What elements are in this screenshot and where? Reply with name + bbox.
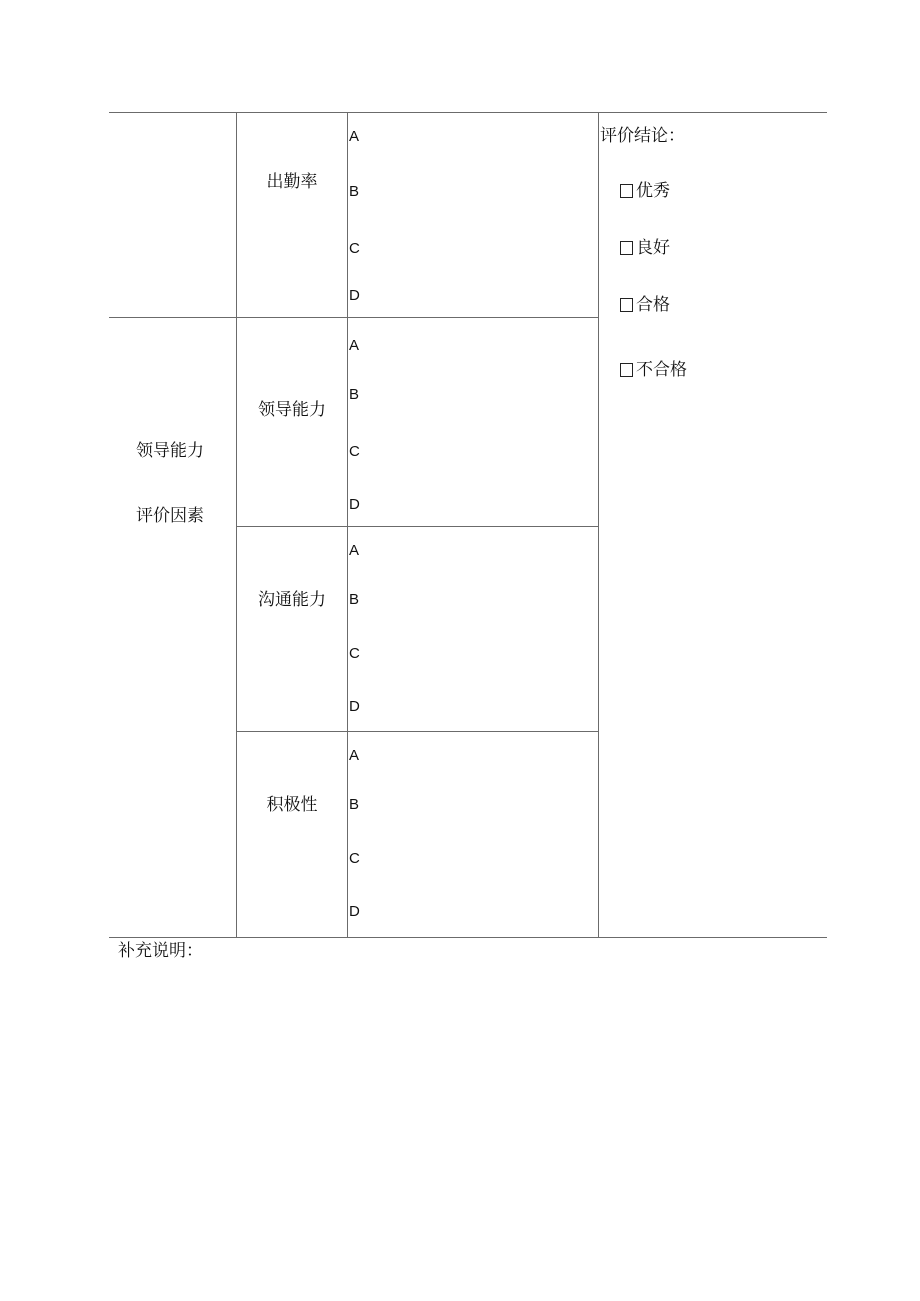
row-divider-1-right [237, 317, 598, 318]
conclusion-choice-good[interactable] [620, 238, 670, 258]
column-divider-3 [598, 112, 599, 937]
option-label: A [349, 128, 360, 145]
checkbox-icon[interactable] [620, 363, 633, 377]
choice-label: 优秀 [636, 181, 670, 201]
choice-label: 良好 [636, 238, 670, 258]
checkbox-icon[interactable] [620, 184, 633, 198]
option-label: A [349, 542, 360, 559]
category-label-line1: 领导能力 [136, 441, 204, 461]
table-top-border [109, 112, 827, 113]
category-label-line2: 评价因素 [136, 506, 204, 526]
checkbox-icon[interactable] [620, 298, 633, 312]
option-label: C [349, 645, 360, 662]
option-label: C [349, 443, 360, 460]
choice-label: 合格 [636, 295, 670, 315]
option-label: B [349, 183, 360, 200]
option-label: D [349, 903, 360, 920]
conclusion-choice-excellent[interactable] [620, 181, 670, 201]
row-divider-2 [237, 526, 598, 527]
row-divider-3 [237, 731, 598, 732]
option-label: D [349, 287, 360, 304]
option-label: C [349, 240, 360, 257]
checkbox-icon[interactable] [620, 241, 633, 255]
option-label: A [349, 337, 360, 354]
column-divider-2 [347, 112, 348, 937]
option-label: B [349, 796, 360, 813]
option-label: B [349, 386, 360, 403]
option-label: D [349, 496, 360, 513]
choice-label: 不合格 [636, 360, 687, 380]
option-label: A [349, 747, 360, 764]
conclusion-choice-pass[interactable] [620, 295, 670, 315]
factor-name-leadership: 领导能力 [258, 400, 326, 420]
conclusion-title: 评价结论： [600, 126, 685, 146]
conclusion-choice-fail[interactable] [620, 360, 687, 380]
factor-name-communication: 沟通能力 [258, 590, 326, 610]
factor-name-attendance: 出勤率 [266, 172, 318, 192]
option-label: C [349, 850, 360, 867]
option-label: D [349, 698, 360, 715]
table-bottom-border [109, 937, 827, 938]
factor-name-initiative: 积极性 [266, 795, 318, 815]
supplementary-notes-label: 补充说明： [118, 941, 203, 961]
row-divider-1-left [109, 317, 237, 318]
option-label: B [349, 591, 360, 608]
